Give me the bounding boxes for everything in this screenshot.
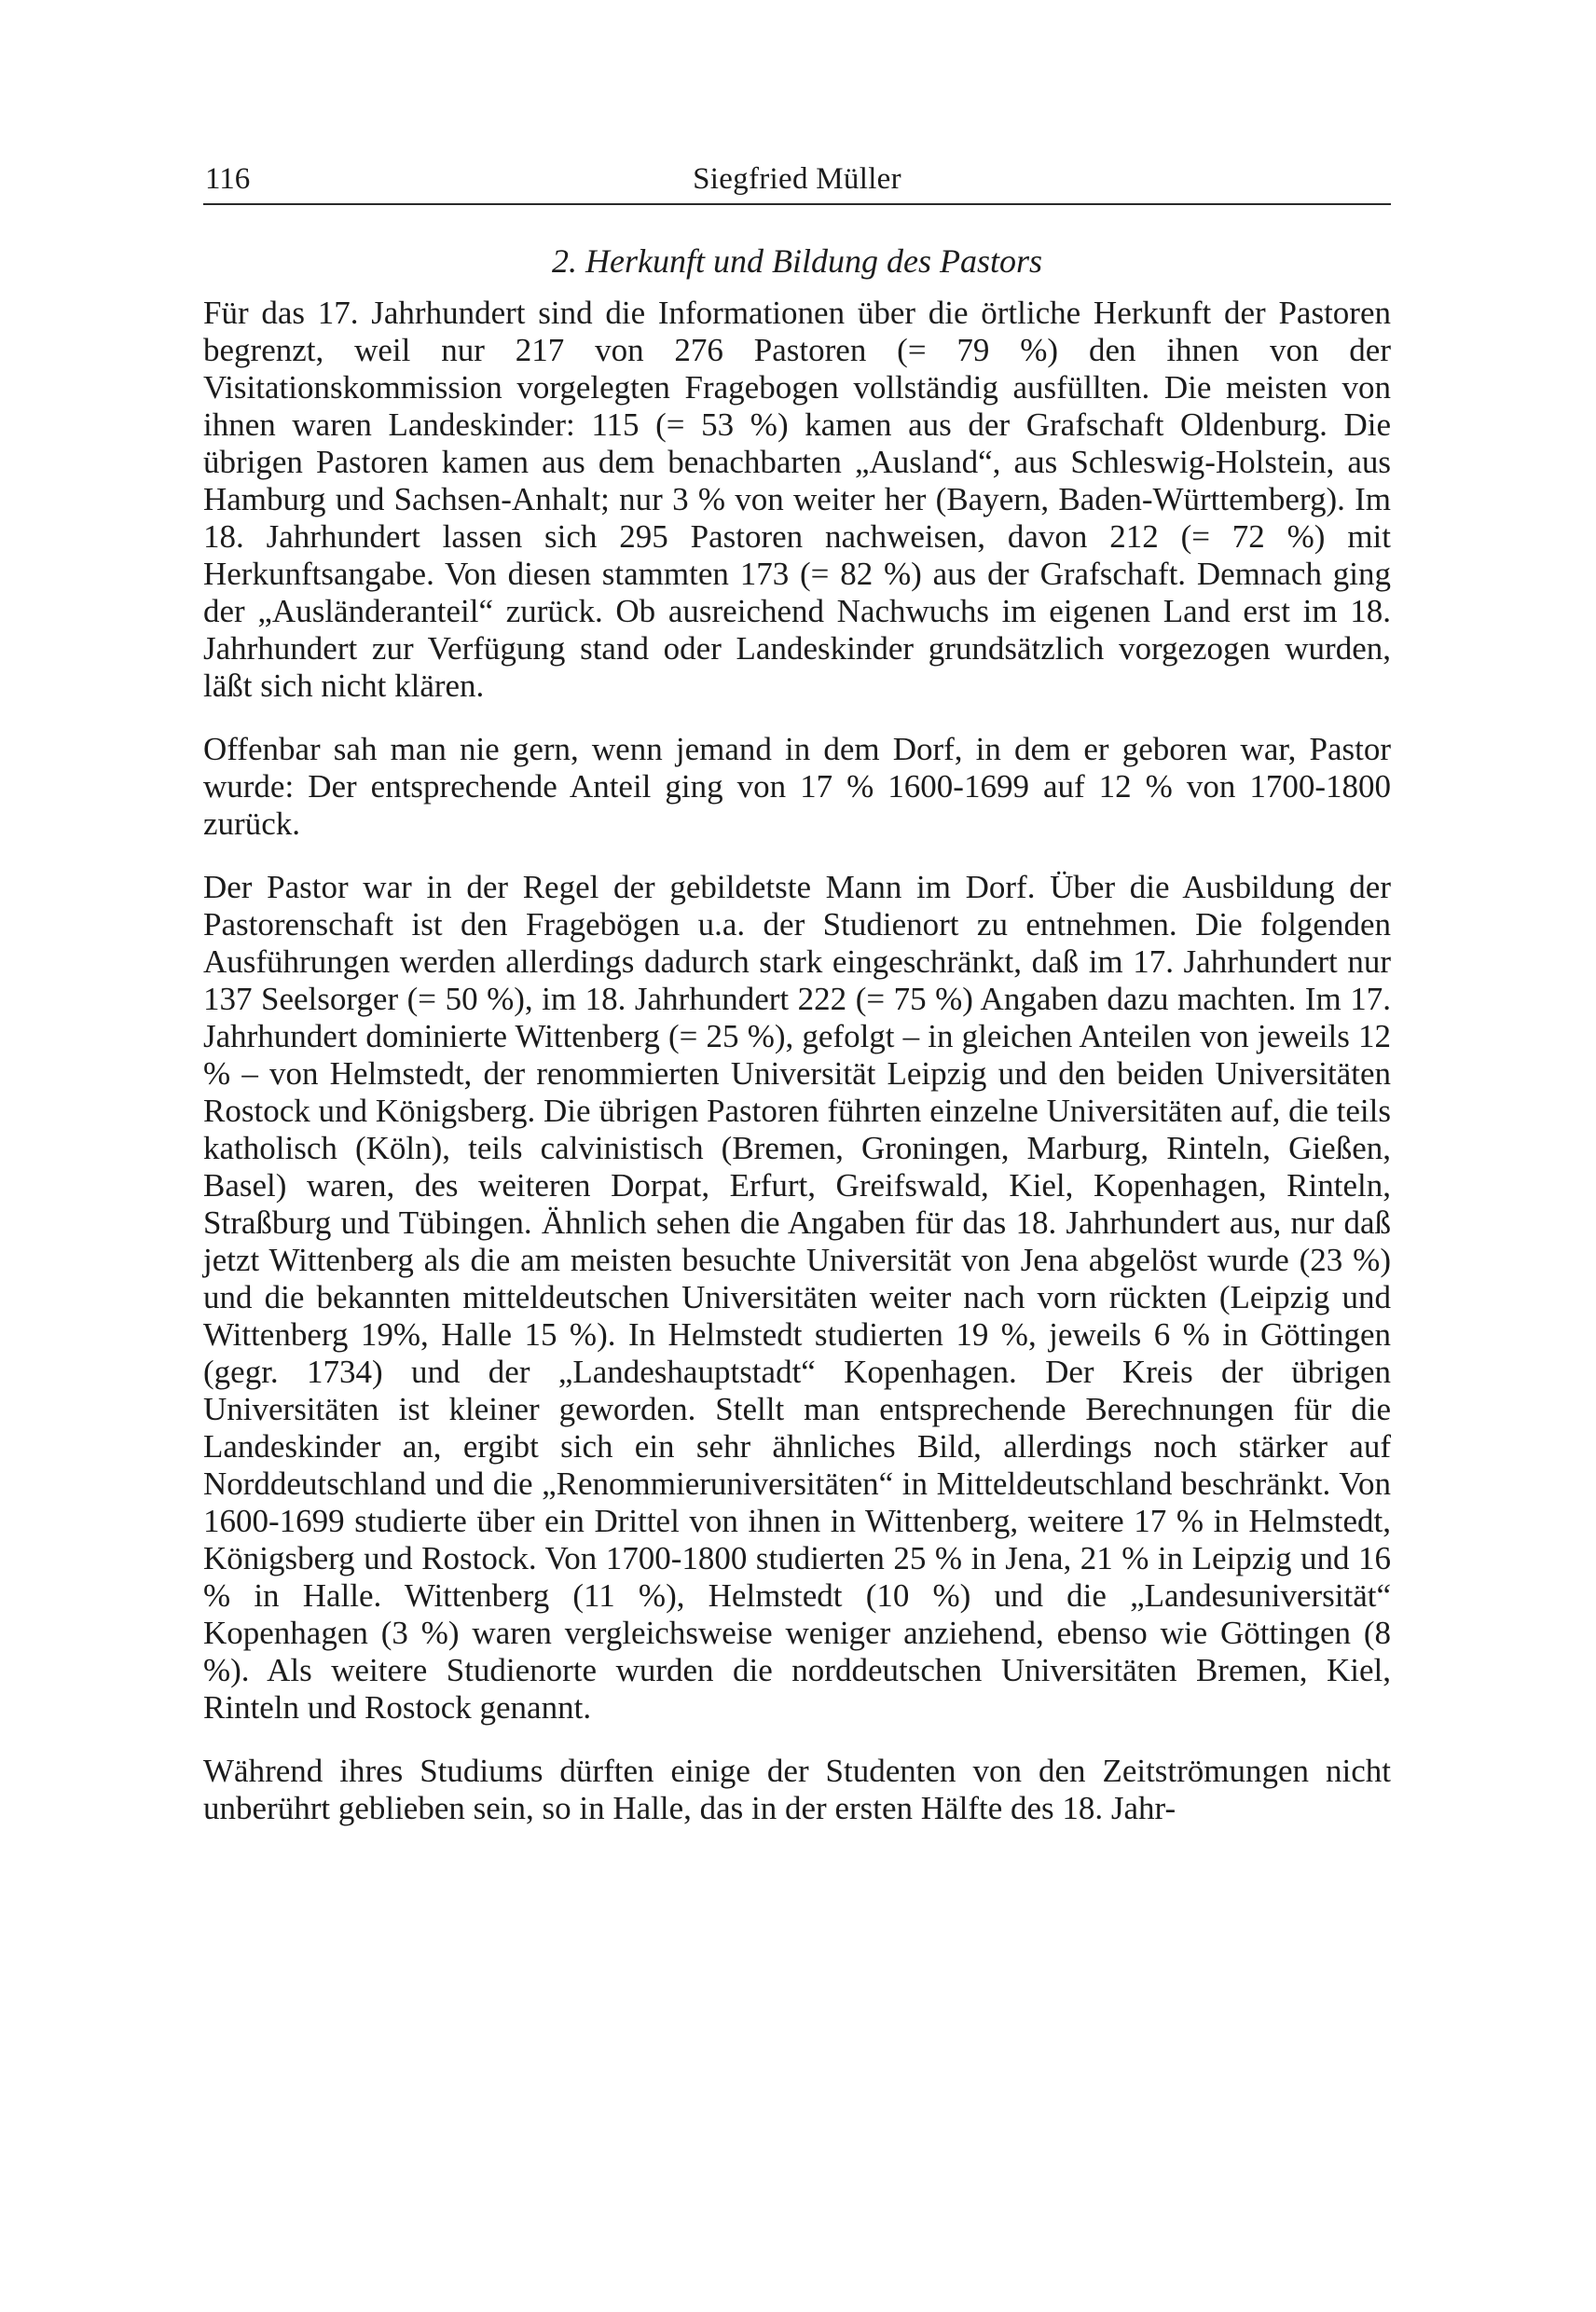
paragraph-birthplace: Offenbar sah man nie gern, wenn jemand in dem Dorf, in dem er geboren war, Pastor wurde: Der entsprechende Anteil ging von 17 % 1600-1699 auf 12 % von 1700-1800 zurück. bbox=[203, 731, 1391, 842]
book-page bbox=[203, 149, 1391, 1853]
running-header bbox=[203, 149, 1391, 205]
paragraph-origin: Für das 17. Jahrhundert sind die Informationen über die örtliche Herkunft der Pastoren begrenzt, weil nur 217 von 276 Pastoren (= 79 %) den ihnen von der Visitationskommission vorgelegten Fragebogen vollständig ausfüllten. Die meisten von ihnen waren Landeskinder: 115 (= 53 %) kamen aus der Grafschaft Oldenburg. Die übrigen Pastoren kamen aus dem benachbarten „Ausland“, aus Schleswig-Holstein, aus Hamburg und Sachsen-Anhalt; nur 3 % von weiter her (Bayern, Baden-Württemberg). Im 18. Jahrhundert lassen sich 295 Pastoren nachweisen, davon 212 (= 72 %) mit Herkunftsangabe. Von diesen stammten 173 (= 82 %) aus der Grafschaft. Demnach ging der „Ausländeranteil“ zurück. Ob ausreichend Nachwuchs im eigenen Land erst im 18. Jahrhundert zur Verfügung stand oder Landeskinder grundsätzlich vorgezogen wurden, läßt sich nicht klären. bbox=[203, 295, 1391, 704]
page-number: 116 bbox=[205, 162, 251, 196]
paragraph-studies: Während ihres Studiums dürften einige der Studenten von den Zeitströmungen nicht unberührt geblieben sein, so in Halle, das in der ersten Hälfte des 18. Jahr- bbox=[203, 1753, 1391, 1826]
paragraph-education: Der Pastor war in der Regel der gebildetste Mann im Dorf. Über die Ausbildung der Pastorenschaft ist den Fragebögen u.a. der Studienort zu entnehmen. Die folgenden Ausführungen werden allerdings dadurch stark eingeschränkt, daß im 17. Jahrhundert nur 137 Seelsorger (= 50 %), im 18. Jahrhundert 222 (= 75 %) Angaben dazu machten. Im 17. Jahrhundert dominierte Wittenberg (= 25 %), gefolgt – in gleichen Anteilen von jeweils 12 % – von Helmstedt, der renommierten Universität Leipzig und den beiden Universitäten Rostock und Königsberg. Die übrigen Pastoren führten einzelne Universitäten auf, die teils katholisch (Köln), teils calvinistisch (Bremen, Groningen, Marburg, Rinteln, Gießen, Basel) waren, des weiteren Dorpat, Erfurt, Greifswald, Kiel, Kopenhagen, Rinteln, Straßburg und Tübingen. Ähnlich sehen die Angaben für das 18. Jahrhundert aus, nur daß jetzt Wittenberg als die am meisten besuchte Universität von Jena abgelöst wurde (23 %) und die bekannten mitteldeutschen Universitäten weiter nach vorn rückten (Leipzig und Wittenberg 19%, Halle 15 %). In Helmstedt studierten 19 %, jeweils 6 % in Göttingen (gegr. 1734) und der „Landeshauptstadt“ Kopenhagen. Der Kreis der übrigen Universitäten ist kleiner geworden. Stellt man entsprechende Berechnungen für die Landeskinder an, ergibt sich ein sehr ähnliches Bild, allerdings noch stärker auf Norddeutschland und die „Renommieruniversitäten“ in Mitteldeutschland beschränkt. Von 1600-1699 studierte über ein Drittel von ihnen in Wittenberg, weitere 17 % in Helmstedt, Königsberg und Rostock. Von 1700-1800 studierten 25 % in Jena, 21 % in Leipzig und 16 % in Halle. Wittenberg (11 %), Helmstedt (10 %) und die „Landesuniversität“ Kopenhagen (3 %) waren vergleichsweise weniger anziehend, ebenso wie Göttingen (8 %). Als weitere Studienorte wurden die norddeutschen Universitäten Bremen, Kiel, Rinteln und Rostock genannt. bbox=[203, 869, 1391, 1726]
section-heading: 2. Herkunft und Bildung des Pastors bbox=[552, 242, 1042, 280]
running-head-author: Siegfried Müller bbox=[693, 162, 901, 196]
